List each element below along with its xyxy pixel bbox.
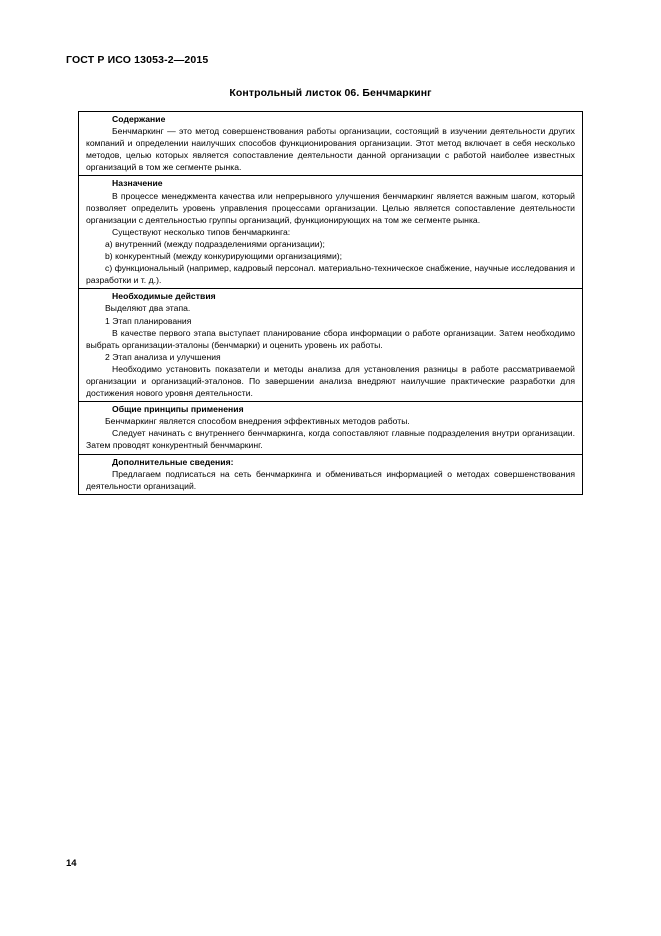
section-paragraph: В процессе менеджмента качества или непрерывного улучшения бенчмаркинг является важным шагом, который позволяет определить уровень управления процессами организации. Целью является сопоставление деятельности организации с деятельностью группы организаций, функционирующих на том же сегменте рынка. xyxy=(86,190,575,225)
section-heading: Назначение xyxy=(112,178,163,189)
stage-label: 1 Этап планирования xyxy=(105,315,192,326)
section-paragraph: Предлагаем подписаться на сеть бенчмаркинга и обмениваться информацией о методах совершенствования деятельности организаций. xyxy=(86,468,575,491)
checklist-section-neobhodimye-deystviya xyxy=(79,289,582,402)
checklist-table xyxy=(78,111,583,495)
checklist-section-dopolnitelnye-svedeniya xyxy=(79,455,582,494)
checklist-section-naznachenie xyxy=(79,176,582,289)
list-item: a) внутренний (между подразделениями организации); xyxy=(105,238,325,249)
section-heading: Необходимые действия xyxy=(112,291,216,302)
checklist-section-soderzhanie xyxy=(79,112,582,176)
section-paragraph: Бенчмаркинг является способом внедрения эффективных методов работы. xyxy=(105,416,410,427)
checklist-section-obshchie-printsipy xyxy=(79,402,582,454)
stage-paragraph: В качестве первого этапа выступает планирование сбора информации о работе организации. Затем необходимо выбрать организации-эталоны (бенчмарки) и оценить уровень их работы. xyxy=(86,327,575,350)
page-number: 14 xyxy=(66,858,77,869)
stage-paragraph: Необходимо установить показатели и методы анализа для установления разницы в работе рассматриваемой организации и организаций-эталонов. По завершении анализа внедряют наилучшие практические разработки для достижения нового уровня деятельности. xyxy=(86,363,575,399)
section-paragraph: Бенчмаркинг — это метод совершенствования работы организации, состоящий в изучении деятельности других компаний и определении наилучших способов функционирования организации. Этот метод включает в себя несколько методов, целью которых является сопоставление деятельности данной организации с работой наиболее известных организаций в том же сегменте рынка. xyxy=(86,126,575,173)
section-heading: Содержание xyxy=(112,114,166,124)
section-heading: Общие принципы применения xyxy=(112,404,244,415)
section-heading: Дополнительные сведения: xyxy=(112,456,234,467)
list-item: b) конкурентный (между конкурирующими организациями); xyxy=(105,251,343,262)
section-paragraph: Существуют несколько типов бенчмаркинга: xyxy=(112,226,291,237)
running-head-standard-number: ГОСТ Р ИСО 13053-2—2015 xyxy=(66,54,209,66)
section-paragraph: Следует начинать с внутреннего бенчмаркинга, когда сопоставляют главные подразделения внутри организации. Затем проводят конкурентный бенчмаркинг. xyxy=(86,428,575,451)
stage-label: 2 Этап анализа и улучшения xyxy=(105,351,221,362)
page-title: Контрольный листок 06. Бенчмаркинг xyxy=(229,87,432,99)
section-lead-text: Выделяют два этапа. xyxy=(105,303,191,314)
list-item: c) функциональный (например, кадровый персонал. материально-техническое снабжение, научные исследования и разработки и т. д.). xyxy=(86,263,575,286)
